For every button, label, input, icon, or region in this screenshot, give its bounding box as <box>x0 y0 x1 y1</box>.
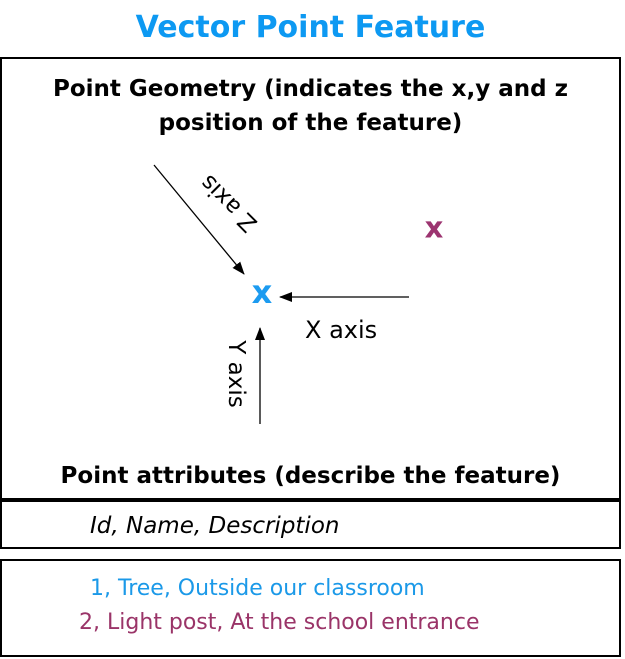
attribute-fields-label: Id, Name, Description <box>90 513 340 539</box>
attribute-schema-panel <box>0 500 621 549</box>
feature-point-marker: x <box>424 210 444 245</box>
attribute-rows-panel <box>0 559 621 657</box>
z-axis-label: Z axis <box>195 169 263 237</box>
origin-point-marker: x <box>251 273 273 311</box>
geometry-heading: Point Geometry (indicates the x,y and z position of the feature) <box>53 76 568 136</box>
attribute-row-1: 1, Tree, Outside our classroom <box>90 576 425 601</box>
attributes-heading: Point attributes (describe the feature) <box>60 463 561 489</box>
y-axis-label: Y axis <box>223 340 249 408</box>
page-title: Vector Point Feature <box>135 10 486 45</box>
x-axis-label: X axis <box>305 316 378 344</box>
attribute-row-2: 2, Light post, At the school entrance <box>79 610 480 635</box>
point-geometry-panel <box>0 57 621 500</box>
axes-diagram <box>2 59 619 498</box>
